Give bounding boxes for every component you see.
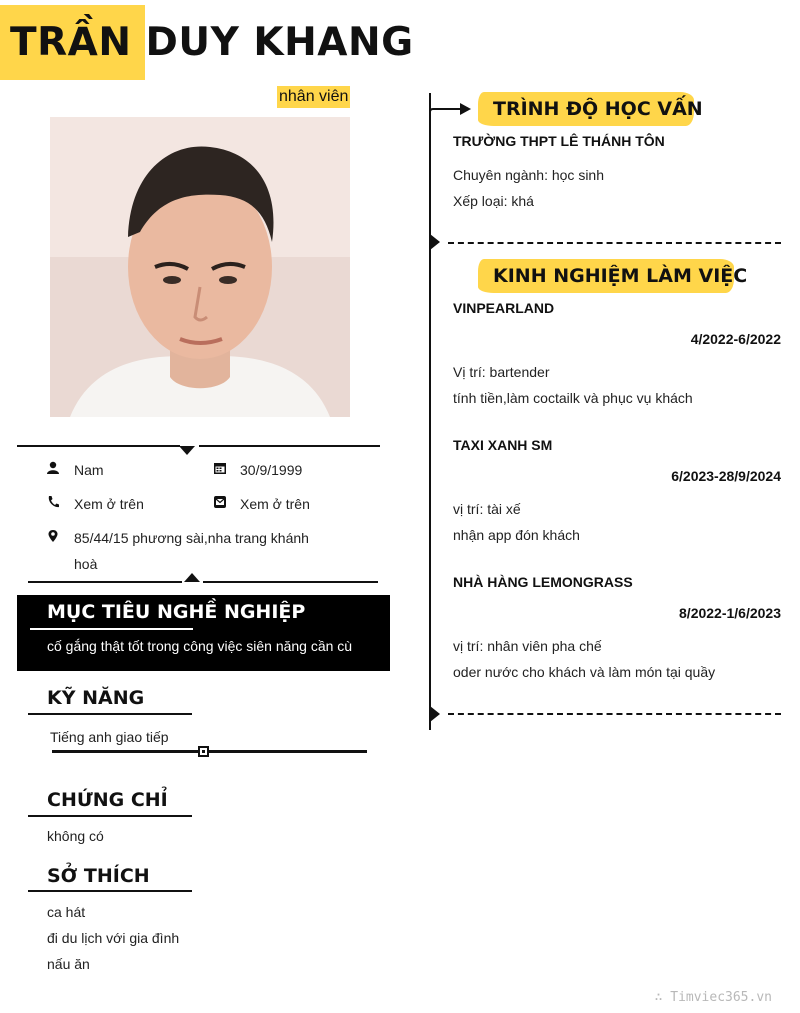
- hobby-item: đi du lịch với gia đình: [47, 930, 180, 946]
- job-date: 4/2022-6/2022: [690, 331, 781, 347]
- objective-text: cố gắng thật tốt trong công việc siên năng cần cù: [47, 638, 353, 654]
- job-company: TAXI XANH SM: [453, 437, 553, 453]
- education-rank: Xếp loại: khá: [453, 193, 534, 209]
- education-title: TRÌNH ĐỘ HỌC VẤN: [493, 98, 703, 120]
- certificates-underline: [28, 815, 192, 817]
- section-dashed-divider: [448, 242, 781, 244]
- education-major: Chuyên ngành: học sinh: [453, 167, 604, 183]
- user-icon: [46, 461, 60, 475]
- location-pin-icon: [46, 529, 60, 543]
- profile-photo: [50, 117, 350, 417]
- skills-underline: [28, 713, 192, 715]
- email-value: Xem ở trên: [240, 496, 310, 512]
- hobby-item: nấu ăn: [47, 956, 90, 972]
- info-divider-top-right: [199, 445, 380, 447]
- email-icon: [213, 495, 227, 509]
- skill-name: Tiếng anh giao tiếp: [50, 729, 169, 745]
- watermark: ∴ Timviec365.vn: [654, 990, 772, 1005]
- job-role: vị trí: nhân viên pha chế: [453, 638, 602, 654]
- job-date: 6/2023-28/9/2024: [671, 468, 781, 484]
- phone-icon: [46, 495, 60, 509]
- certificate-item: không có: [47, 828, 104, 844]
- timeline-arrow-icon: [429, 100, 473, 122]
- address-line-2: hoà: [74, 556, 98, 572]
- job-description: oder nước cho khách và làm món tại quầy: [453, 664, 716, 680]
- info-divider-bottom-left: [28, 581, 182, 583]
- calendar-icon: [213, 461, 227, 475]
- job-role: Vị trí: bartender: [453, 364, 550, 380]
- skill-level-knob: [198, 746, 209, 757]
- candidate-name: TRẦN DUY KHANG: [10, 20, 414, 65]
- skill-level-bar: [52, 750, 367, 753]
- divider-triangle-up: [184, 573, 200, 582]
- objective-title: MỤC TIÊU NGHỀ NGHIỆP: [47, 601, 306, 623]
- address-line-1: 85/44/15 phương sài,nha trang khánh: [74, 530, 309, 546]
- gender-value: Nam: [74, 462, 104, 478]
- skills-title: KỸ NĂNG: [47, 687, 145, 709]
- timeline-marker: [430, 234, 440, 250]
- divider-triangle-down: [179, 446, 195, 455]
- objective-underline: [30, 628, 193, 630]
- education-school: TRƯỜNG THPT LÊ THÁNH TÔN: [453, 133, 665, 149]
- job-description: nhận app đón khách: [453, 527, 580, 543]
- job-description: tính tiền,làm coctailk và phục vụ khách: [453, 390, 693, 406]
- job-company: VINPEARLAND: [453, 300, 555, 316]
- hobby-item: ca hát: [47, 904, 86, 920]
- job-date: 8/2022-1/6/2023: [679, 605, 781, 621]
- job-role: vị trí: tài xế: [453, 501, 521, 517]
- timeline-marker: [430, 706, 440, 722]
- section-dashed-divider: [448, 713, 781, 715]
- certificates-title: CHỨNG CHỈ: [47, 789, 168, 811]
- experience-title: KINH NGHIỆM LÀM VIỆC: [493, 265, 748, 287]
- timeline-line: [429, 93, 431, 730]
- birthday-value: 30/9/1999: [240, 462, 303, 478]
- job-company: NHÀ HÀNG LEMONGRASS: [453, 574, 633, 590]
- phone-value: Xem ở trên: [74, 496, 144, 512]
- info-divider-top-left: [17, 445, 180, 447]
- info-divider-bottom-right: [203, 581, 378, 583]
- position-badge: nhân viên: [277, 86, 350, 108]
- hobbies-underline: [28, 890, 192, 892]
- hobbies-title: SỞ THÍCH: [47, 865, 150, 887]
